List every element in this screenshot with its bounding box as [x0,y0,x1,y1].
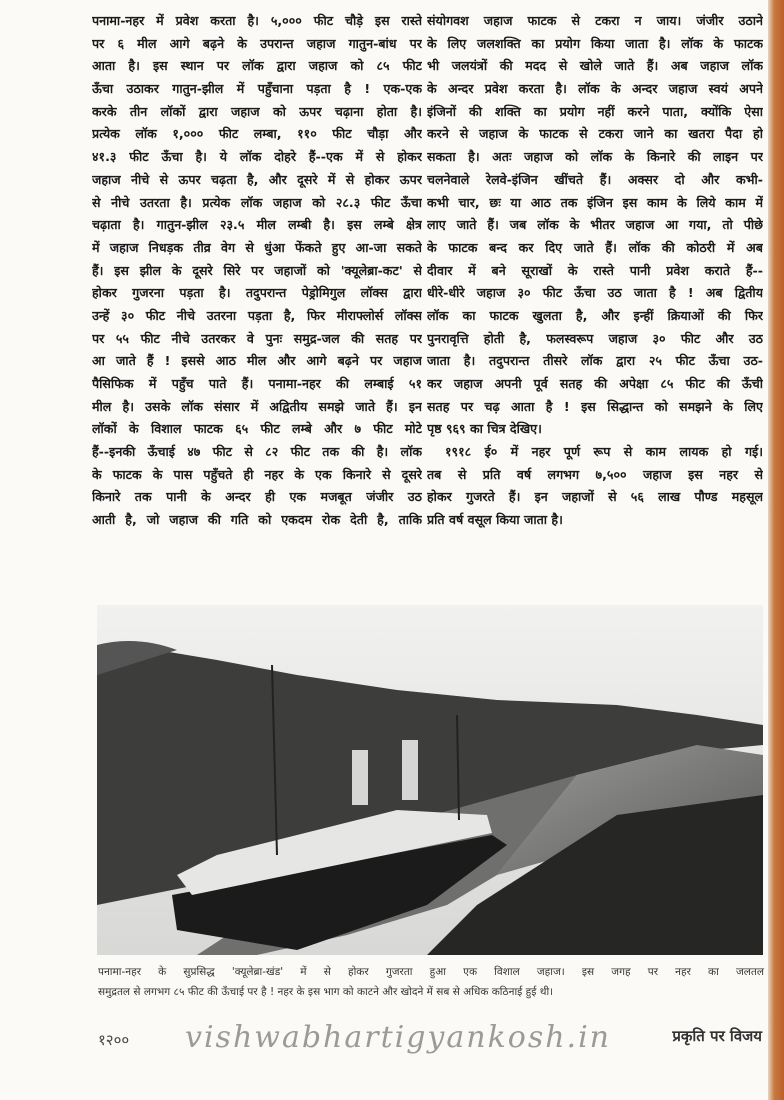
photo-caption [98,962,764,1002]
text-line: इंजिनों की शक्ति का प्रयोग नहीं करने पाता, क्योंकि ऐसा [427,103,763,119]
text-line: हैं--इनकी ऊँचाई ४७ फीट से ८२ फीट तक की है। लॉक [92,444,422,460]
text-line: करने से जहाज के फाटक से टकरा जाने का खतरा पैदा हो [427,126,763,142]
text-line: संयोगवश जहाज फाटक से टकरा न जाय। जंजीर उठाने [427,13,763,28]
ship-in-canal-photo [97,605,763,955]
text-line: चलनेवाले रेलवे-इंजिन खींचते हैं। अक्सर दो और कभी- [427,171,763,187]
text-line: पृष्ठ ९६९ का चित्र देखिए। [427,421,542,437]
caption-line: पनामा-नहर के सुप्रसिद्ध 'क्यूलेब्रा-खंड' में से होकर गुजरता हुआ एक विशाल जहाज। इस जगह पर नहर का जलतल [98,966,764,978]
text-line: भी जलयंत्रों की मदद से खोले जाते हैं। अब जहाज लॉक [427,58,763,74]
text-line: के फाटक बन्द कर दिए जाते हैं। लॉक की कोठरी में अब [427,239,763,255]
text-line: हैं। इस झील के दूसरे सिरे पर जहाजों को 'क्यूलेब्रा-कट' से [92,262,422,278]
text-line: आती है, जो जहाज की गति को एकदम रोक देती है, ताकि [92,512,422,528]
text-line: आ जाते हैं ! इससे आठ मील और आगे बढ़ने पर जहाज [92,353,422,369]
text-line: होकर गुजरते हैं। इन जहाजों से ५६ लाख पौण्ड महसूल [427,489,763,505]
running-title: प्रकृति पर विजय [672,1027,762,1045]
text-line: पुनरावृत्ति होती है, फलस्वरूप जहाज ३० फीट और उठ [427,330,763,346]
text-line: मील है। उसके लॉक संसार में अद्वितीय समझे जाते हैं। इन [92,398,422,414]
text-line: उन्हें ३० फीट नीचे उतरना पड़ता है, फिर मीराफ्लोर्स लॉक्स [92,307,422,323]
text-line: पर ६ मील आगे बढ़ने के उपरान्त जहाज गातुन-बांध पर [92,35,422,51]
text-line: लॉकों के विशाल फाटक ६५ फीट लम्बे और ७ फीट मोटे [92,421,422,437]
left-text-column [92,10,422,532]
text-line: प्रत्येक लॉक १,००० फीट लम्बा, ११० फीट चौड़ा और [92,126,422,142]
text-line: होकर गुजरना पड़ता है। तदुपरान्त पेड्रोमिगुल लॉक्स द्वारा [92,285,422,301]
text-line: करके तीन लॉकों द्वारा जहाज को ऊपर चढ़ाना होता है। [92,103,422,119]
text-line: दीवार में बने सूराखों के रास्ते पानी प्रवेश कराते हैं-- [427,262,763,278]
text-line: के फाटक के पास पहुँचते ही नहर के एक किनारे से दूसरे [92,466,422,482]
text-line: कर जहाज अपनी पूर्व सतह की अपेक्षा ८५ फीट की ऊँची [427,376,763,391]
text-line: ऊँचा उठाकर गातुन-झील में पहुँचाना पड़ता है ! एक-एक [92,81,422,97]
text-line: किनारे तक पानी के अन्दर ही एक मजबूत जंजीर उठ [92,489,422,505]
text-line: के लिए जलशक्ति का प्रयोग किया जाता है। लॉक के फाटक [427,35,763,51]
watermark: vishwabhartigyankosh.in [185,1020,611,1055]
caption-line: समुद्रतल से लगभग ८५ फीट की ऊँचाई पर है ! नहर के इस भाग को काटने और खोदने में सब से अधिक कठिनाई हुई थी। [98,986,554,998]
text-line: लॉक का फाटक खुलता है, और इन्हीं क्रियाओं की फिर [427,307,763,323]
right-text-column [427,10,763,532]
text-line: कभी चार, छः या आठ तक इंजिन इस काम के लिये काम में [427,194,763,210]
text-line: जाता है। तदुपरान्त तीसरे लॉक द्वारा २५ फीट ऊँचा उठ- [427,353,763,369]
text-line: से नीचे उतरता है। प्रत्येक लॉक जहाज को २८.३ फीट ऊँचा [92,194,422,210]
text-line: में जहाज निधड़क तीव्र वेग से धुंआ फेंकते हुए आ-जा सकते [92,239,422,255]
page-edge [768,0,784,1100]
text-line: सतह पर चढ़ आता है ! इस सिद्धान्त को समझने के लिए [427,398,763,414]
text-line: ४१.३ फीट ऊँचा है। ये लॉक दोहरे हैं--एक में से होकर [92,149,422,165]
text-line: चढ़ाता है। गातुन-झील २३.५ मील लम्बी है। इस लम्बे क्षेत्र [92,217,422,233]
text-line: १९१८ ई० में नहर पूर्ण रूप से काम लायक हो गई। [445,444,763,460]
text-line: तब से प्रति वर्ष लगभग ७,५०० जहाज इस नहर से [427,466,763,482]
text-line: पर ५५ फीट नीचे उतरकर वे पुनः समुद्र-जल की सतह पर [92,330,422,346]
text-line: प्रति वर्ष वसूल किया जाता है। [427,512,563,528]
text-line: के अन्दर प्रवेश करता है। लॉक के अन्दर जहाज स्वयं अपने [427,81,763,97]
text-line: पनामा-नहर में प्रवेश करता है। ५,००० फीट चौड़े इस रास्ते [92,13,422,28]
text-line: पैसिफिक में पहुँच पाते हैं। पनामा-नहर की लम्बाई ५१ [92,376,422,391]
photo-illustration [97,605,763,955]
text-line: धीरे-धीरे जहाज ३० फीट ऊँचा उठ जाता है ! अब द्वितीय [427,285,763,301]
text-line: आता है। इस स्थान पर लॉक द्वारा जहाज को ८५ फीट [92,58,422,74]
text-line: जहाज नीचे से ऊपर चढ़ता है, और दूसरे में से होकर ऊपर [92,171,422,187]
text-line: सकता है। अतः जहाज को लॉक के किनारे की लाइन पर [427,149,763,165]
text-line: लाए जाते हैं। जब लॉक के भीतर जहाज आ गया, तो पीछे [427,217,763,233]
page-number: १२०० [98,1031,130,1049]
